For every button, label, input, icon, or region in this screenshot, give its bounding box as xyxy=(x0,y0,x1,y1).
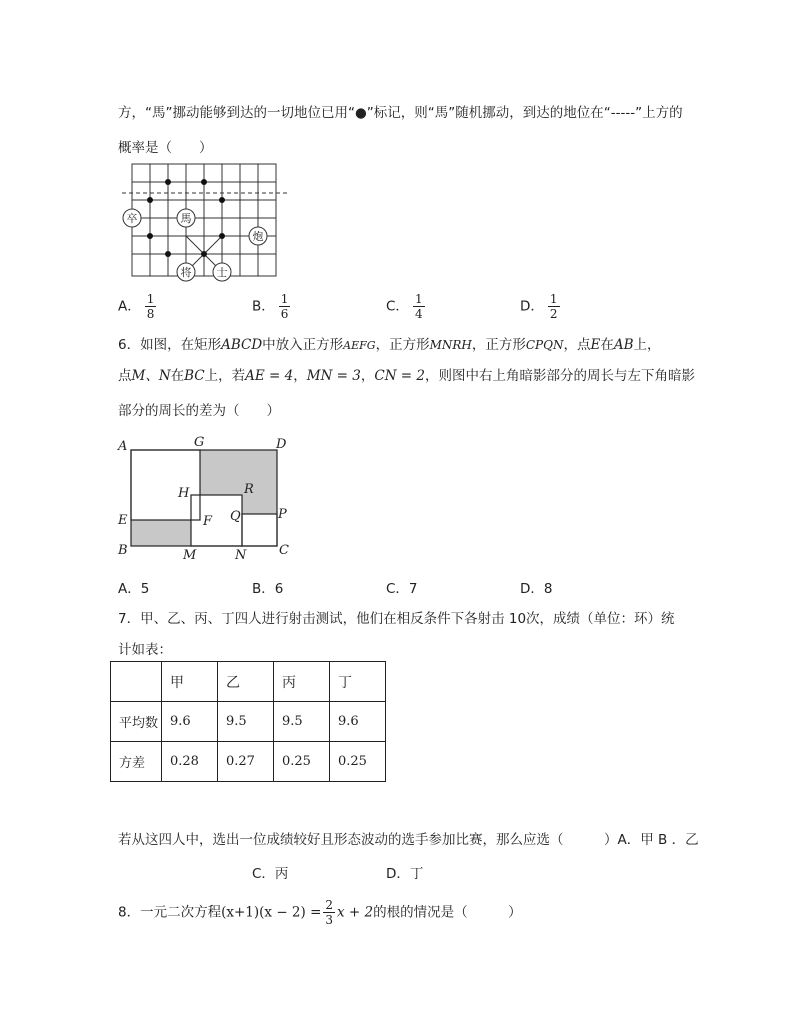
label-h: H xyxy=(178,486,190,501)
q5-option-a: A． $\frac{1}{8}$ xyxy=(118,292,155,321)
reachable-dot xyxy=(219,197,225,203)
q5-text-line-2: 概率是（ ） xyxy=(118,140,213,156)
label-g: G xyxy=(194,435,205,450)
q6-option-d: D．8 xyxy=(520,581,553,597)
table-cell: 0.28 xyxy=(162,742,218,782)
piece-zu-label: 卒 xyxy=(126,212,138,225)
q6-option-a: A．5 xyxy=(118,581,150,597)
q7-option-d: D．丁 xyxy=(386,866,424,882)
q6-option-b: B．6 xyxy=(252,581,284,597)
q5-option-c: C． $\frac{1}{4}$ xyxy=(386,292,423,321)
label-f: F xyxy=(203,514,213,529)
table-cell: 丙 xyxy=(274,662,330,702)
q6-text-line-2: 点M、N在BC上，若AE = 4，MN = 3，CN = 2，则图中右上角暗影部分的周长与左下角暗影 xyxy=(118,368,695,384)
label-m: M xyxy=(183,548,197,563)
q6-text-line-1: 6．如图，在矩形ABCD中放入正方形AEFG，正方形MNRH，正方形CPQN，点E在AB上， xyxy=(118,337,661,353)
q7-text-line-1: 7．甲、乙、丙、丁四人进行射击测试，他们在相反条件下各射击 10次，成绩（单位：环）统 xyxy=(118,611,675,627)
q7-question-text: 若从这四人中，选出一位成绩较好且形态波动的选手参加比赛，那么应选（ ）A．甲 B ．乙 xyxy=(118,832,699,848)
label-e: E xyxy=(118,513,128,528)
table-cell xyxy=(111,662,162,702)
table-cell: 9.6 xyxy=(330,702,386,742)
label-r: R xyxy=(244,482,254,497)
label-n: N xyxy=(235,548,247,563)
chess-board-figure xyxy=(118,160,298,290)
label-p: P xyxy=(278,507,287,522)
label-q: Q xyxy=(230,509,241,524)
table-cell: 方差 xyxy=(111,742,162,782)
table-cell: 9.5 xyxy=(218,702,274,742)
table-cell: 丁 xyxy=(330,662,386,702)
table-cell: 平均数 xyxy=(111,702,162,742)
q6-option-c: C．7 xyxy=(386,581,418,597)
label-b: B xyxy=(118,543,128,558)
table-cell: 9.6 xyxy=(162,702,218,742)
table-header-row xyxy=(111,662,386,702)
q7-text-line-2: 计如表： xyxy=(118,642,172,658)
piece-pao-label: 炮 xyxy=(252,230,264,243)
square-aefg xyxy=(131,450,200,520)
scores-table xyxy=(110,661,386,782)
q5-option-d: D． $\frac{1}{2}$ xyxy=(520,292,558,321)
q7-option-c: C．丙 xyxy=(252,866,289,882)
table-row xyxy=(111,742,386,782)
piece-shi-label: 士 xyxy=(216,266,228,279)
label-c: C xyxy=(279,543,289,558)
table-row xyxy=(111,702,386,742)
label-d: D xyxy=(276,437,287,452)
q5-text-line-1: 方，“馬”挪动能够到达的一切地位已用“●”标记，则“馬”随机挪动，到达的地位在“-----”上方的 xyxy=(118,105,683,121)
piece-ma-label: 馬 xyxy=(180,212,192,225)
table-cell: 0.25 xyxy=(330,742,386,782)
q8-text: 8．一元二次方程(x+1)(x − 2) = $\frac{2}{3}$ x + 2的根的情况是（ ） xyxy=(118,898,522,927)
shaded-bottom-left xyxy=(131,520,191,546)
q5-option-b: B． $\frac{1}{6}$ xyxy=(252,292,289,321)
table-cell: 9.5 xyxy=(274,702,330,742)
label-a: A xyxy=(118,439,128,454)
q6-text-line-3: 部分的周长的差为（ ） xyxy=(118,403,280,419)
reachable-dot xyxy=(147,197,153,203)
table-cell: 甲 xyxy=(162,662,218,702)
table-cell: 0.27 xyxy=(218,742,274,782)
piece-jiang-label: 将 xyxy=(180,266,192,279)
reachable-dot xyxy=(201,179,207,185)
table-cell: 乙 xyxy=(218,662,274,702)
reachable-dot xyxy=(147,233,153,239)
reachable-dot xyxy=(219,233,225,239)
reachable-dot xyxy=(201,251,207,257)
rectangle-squares-figure xyxy=(114,434,294,564)
reachable-dot xyxy=(165,251,171,257)
reachable-dot xyxy=(165,179,171,185)
table-cell: 0.25 xyxy=(274,742,330,782)
